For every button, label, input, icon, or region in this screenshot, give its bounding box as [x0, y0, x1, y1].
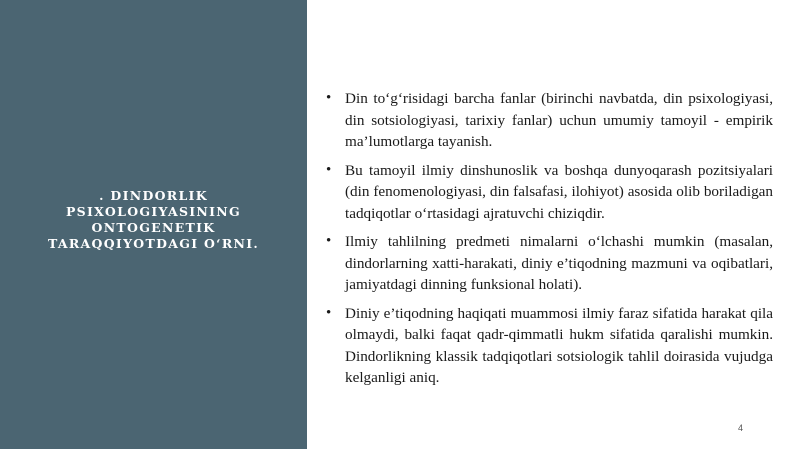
page-number: 4 — [737, 423, 743, 433]
bullet-icon: • — [326, 90, 332, 106]
bullet-text: Ilmiy tahlilning predmeti nimalarni o‘lchashi mumkin (masalan, dindorlarning xatti-harakati, diniy e’tiqodning mazmuni va oqibatlari, jamiyatdagi dinning funksional holati). — [345, 233, 773, 293]
bullet-list — [326, 88, 773, 389]
bullet-icon: • — [326, 304, 332, 321]
bullet-icon: • — [326, 233, 332, 249]
bullet-text: Bu tamoyil ilmiy dinshunoslik va boshqa dunyoqarash pozitsiyalari (din fenomenologiyasi, din falsafasi, ilohiyot) asosida olib boriladigan tadqiqotlar o‘rtasidagi ajratuvchi chiziqdir. — [345, 161, 773, 222]
bullet-item — [326, 231, 773, 296]
slide-title: . DINDORLIK PSIXOLOGIYASINING ONTOGENETIK TARAQQIYOTDAGI O‘RNI. — [47, 188, 260, 251]
bullet-item — [326, 160, 773, 225]
title-panel — [0, 0, 307, 449]
bullet-text: Diniy e’tiqodning haqiqati muammosi ilmiy faraz sifatida harakat qila olmaydi, balki faqat qadr-qimmatli hukm sifatida qaralishi mumkin. Dindorlikning klassik tadqiqotlari sotsiologik tahlil doirasida vujudga kelganligi aniq. — [345, 304, 773, 386]
bullet-icon: • — [326, 161, 332, 178]
bullet-item — [326, 303, 773, 389]
bullet-item — [326, 88, 773, 153]
bullet-text: Din to‘g‘risidagi barcha fanlar (birinchi navbatda, din psixologiyasi, din sotsiologiyasi, tarixiy fanlar) uchun umumiy tamoyil - empirik ma’lumotlarga tayanish. — [345, 90, 773, 150]
content-area — [326, 88, 773, 396]
